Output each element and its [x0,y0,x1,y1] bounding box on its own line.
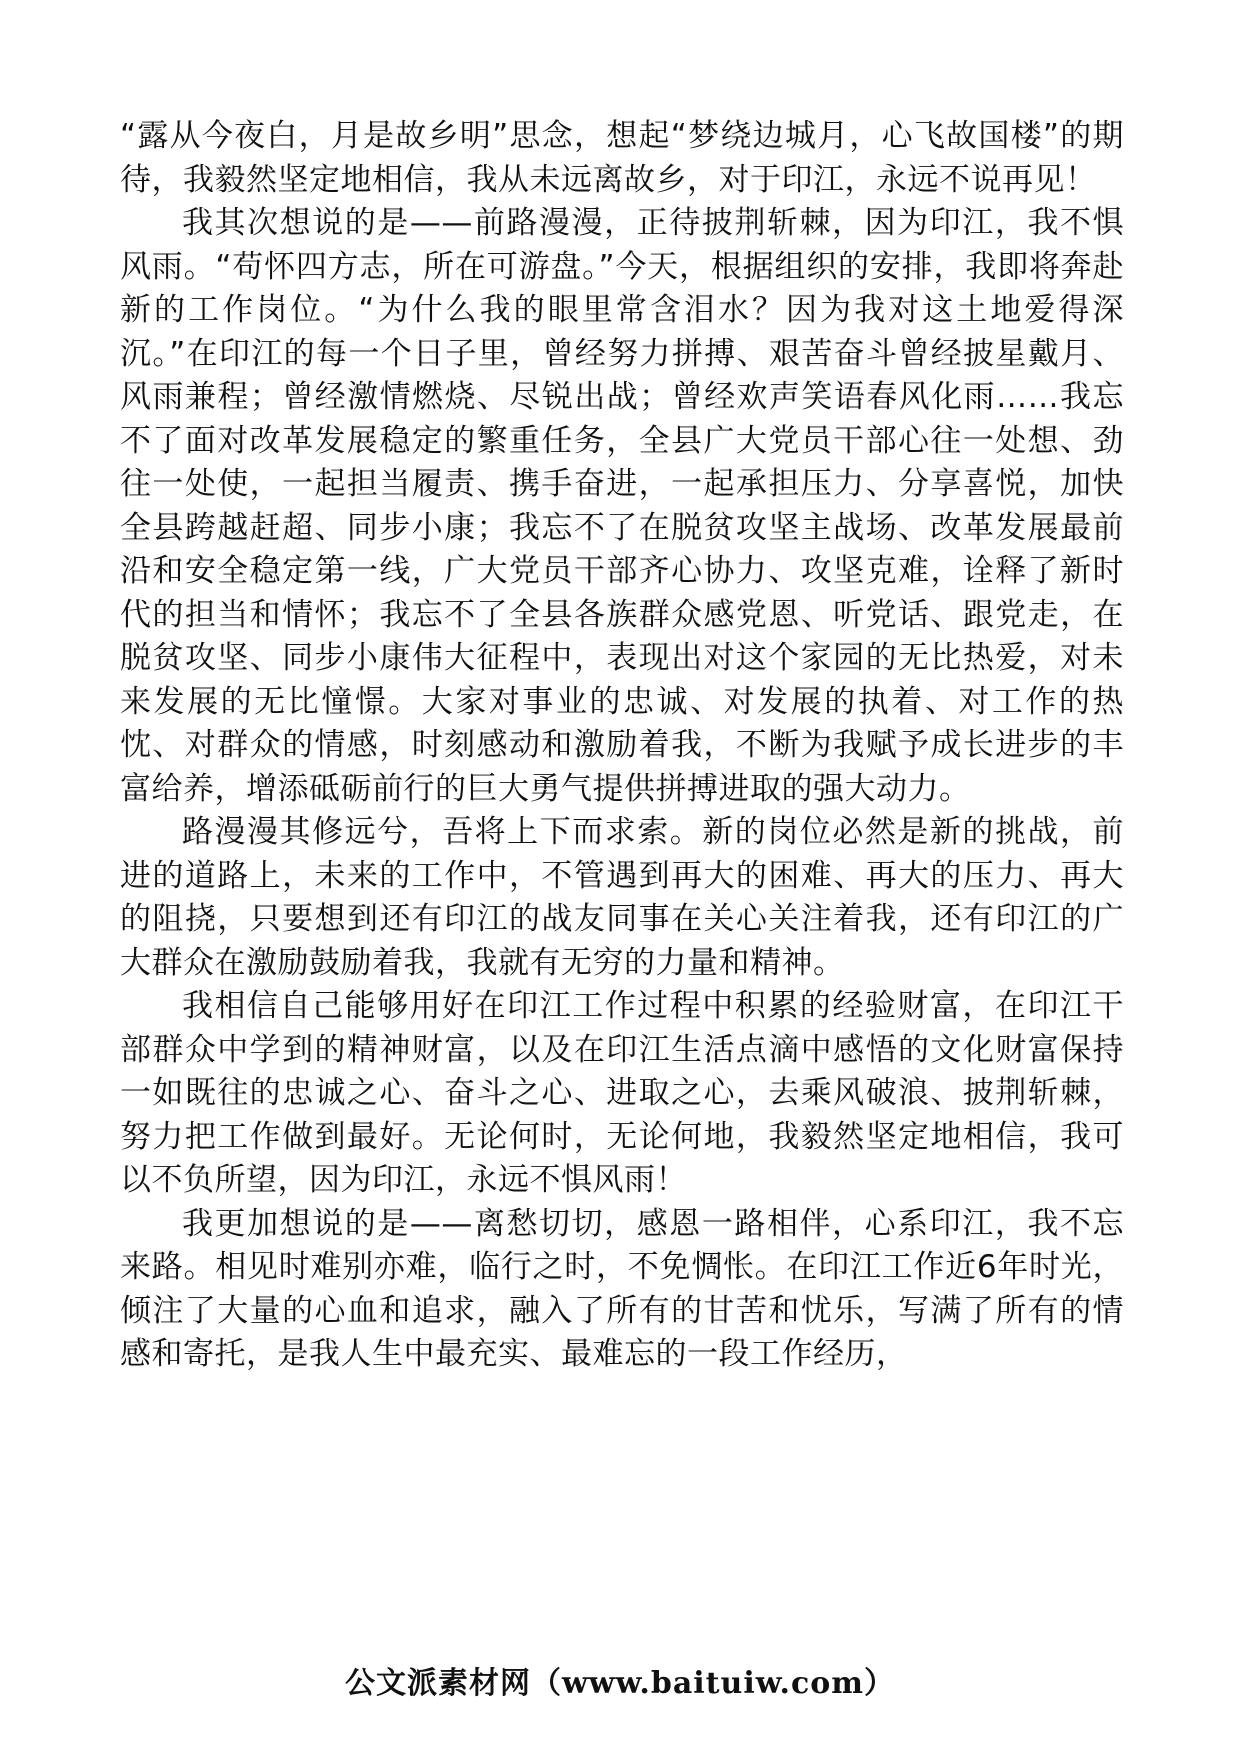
document-body [120,115,1124,1377]
page-footer-watermark: 公文派素材网（www.baituiw.com） [344,1666,896,1701]
paragraph-3: 路漫漫其修远兮，吾将上下而求索。新的岗位必然是新的挑战，前进的道路上，未来的工作中，不管遇到再大的困难、再大的压力、再大的阻挠，只要想到还有印江的战友同事在关心关注着我，还有印江的广大群众在激励鼓励着我，我就有无穷的力量和精神。 [120,814,1124,981]
paragraph-5: 我更加想说的是——离愁切切，感恩一路相伴，心系印江，我不忘来路。相见时难别亦难，临行之时，不免惆怅。在印江工作近6年时光，倾注了大量的心血和追求，融入了所有的甘苦和忧乐，写满了所有的情感和寄托，是我人生中最充实、最难忘的一段工作经历， [120,1205,1124,1372]
paragraph-2: 我其次想说的是——前路漫漫，正待披荆斩棘，因为印江，我不惧风雨。“苟怀四方志，所在可游盘。”今天，根据组织的安排，我即将奔赴新的工作岗位。“为什么我的眼里常含泪水？因为我对这土地爱得深沉。”在印江的每一个日子里，曾经努力拼搏、艰苦奋斗曾经披星戴月、风雨兼程；曾经激情燃烧、尽锐出战；曾经欢声笑语春风化雨……我忘不了面对改革发展稳定的繁重任务，全县广大党员干部心往一处想、劲往一处使，一起担当履责、携手奋进，一起承担压力、分享喜悦，加快全县跨越赶超、同步小康；我忘不了在脱贫攻坚主战场、改革发展最前沿和安全稳定第一线，广大党员干部齐心协力、攻坚克难，诠释了新时代的担当和情怀；我忘不了全县各族群众感党恩、听党话、跟党走，在脱贫攻坚、同步小康伟大征程中，表现出对这个家园的无比热爱，对未来发展的无比憧憬。大家对事业的忠诚、对发展的执着、对工作的热忱、对群众的情感，时刻感动和激励着我，不断为我赋予成长进步的丰富给养，增添砥砺前行的巨大勇气提供拼搏进取的强大动力。 [120,205,1124,807]
paragraph-4: 我相信自己能够用好在印江工作过程中积累的经验财富，在印江干部群众中学到的精神财富，以及在印江生活点滴中感悟的文化财富保持一如既往的忠诚之心、奋斗之心、进取之心，去乘风破浪、披荆斩棘，努力把工作做到最好。无论何时，无论何地，我毅然坚定地相信，我可以不负所望，因为印江，永远不惧风雨！ [120,988,1124,1198]
paragraph-1: “露从今夜白，月是故乡明”思念，想起“梦绕边城月，心飞故国楼”的期待，我毅然坚定地相信，我从未远离故乡，对于印江，永远不说再见！ [120,118,1124,198]
